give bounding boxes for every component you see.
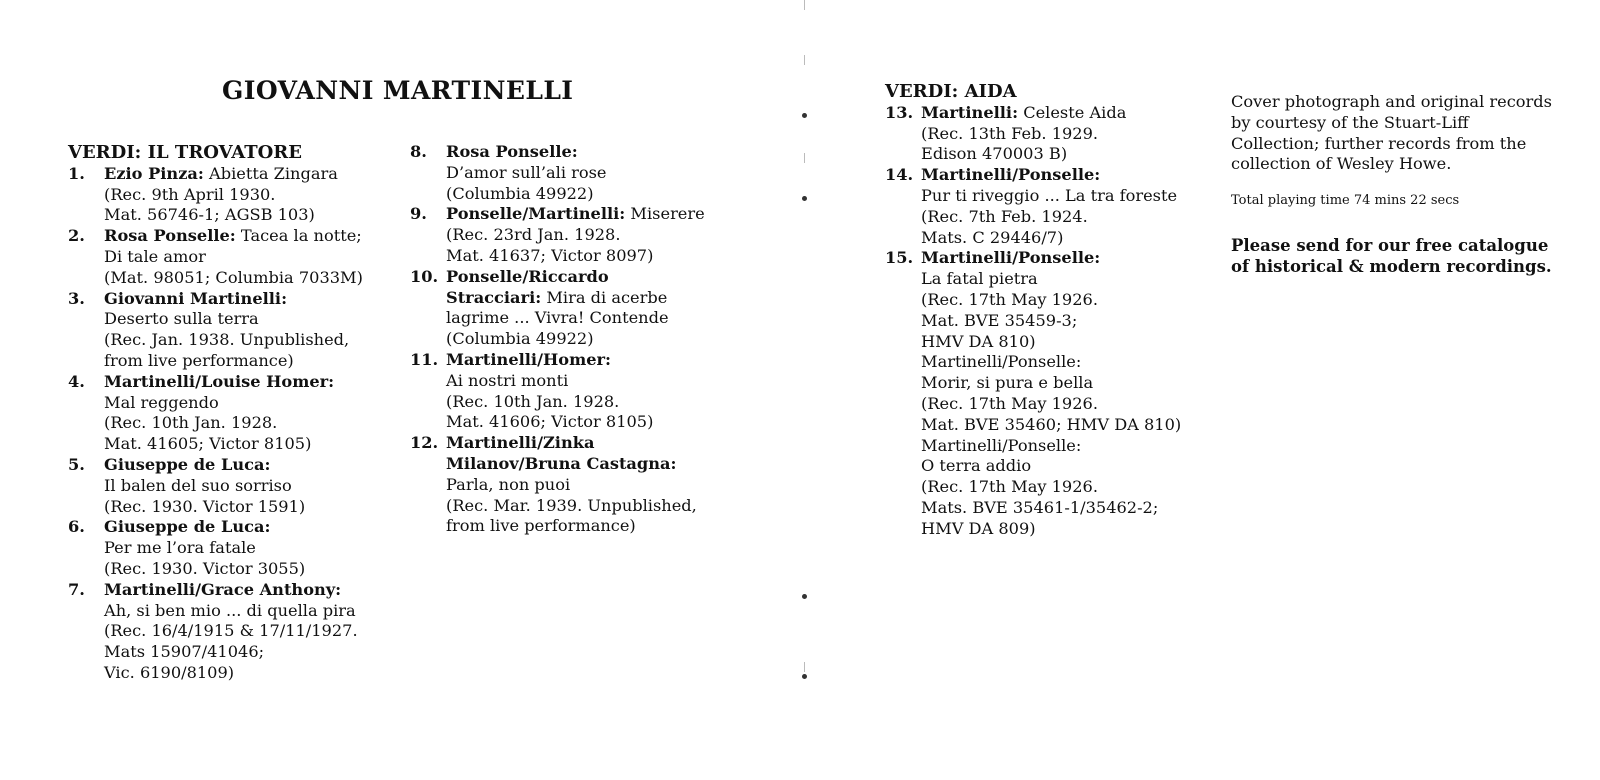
track-detail-line: Mats 15907/41046; — [104, 642, 265, 662]
track-performer: Martinelli/Zinka — [446, 433, 595, 453]
track-detail-line: (Rec. 17th May 1926. — [921, 289, 1098, 309]
track-performer: Giovanni Martinelli: — [104, 288, 288, 308]
fold-tick — [804, 153, 805, 163]
fold-mark — [802, 113, 807, 118]
track-performer-line — [104, 226, 388, 247]
track-number: 1. — [68, 163, 85, 183]
track-detail-line: (Rec. Mar. 1939. Unpublished, — [446, 495, 697, 515]
track-number: 12. — [410, 433, 439, 453]
track-performer: Giuseppe de Luca: — [104, 454, 271, 474]
track-detail-line: Mat. 56746-1; AGSB 103) — [104, 205, 315, 225]
track-performer: Martinelli/Homer: — [446, 349, 612, 369]
track-detail-line: Mal reggendo — [104, 392, 219, 412]
track-entry — [885, 248, 1215, 539]
track-detail-line: Mat. BVE 35459-3; — [921, 310, 1078, 330]
track-detail-line: Morir, si pura e bella — [921, 373, 1094, 393]
track-entry — [885, 165, 1215, 248]
track-entry — [410, 267, 740, 350]
track-aria: Celeste Aida — [1018, 102, 1127, 122]
track-performer-line — [446, 350, 740, 371]
track-detail-line: La fatal pietra — [921, 269, 1038, 289]
track-detail-line: Mats. C 29446/7) — [921, 227, 1064, 247]
track-aria: Mira di acerbe — [541, 287, 668, 307]
track-entry — [68, 580, 388, 684]
track-detail-line: (Rec. 1930. Victor 1591) — [104, 496, 306, 516]
track-detail-line: (Rec. 16/4/1915 & 17/11/1927. — [104, 621, 358, 641]
track-entry — [68, 289, 388, 372]
track-detail-line: (Mat. 98051; Columbia 7033M) — [104, 267, 363, 287]
aida-column — [885, 82, 1215, 540]
track-performer-line — [104, 455, 388, 476]
track-number: 15. — [885, 248, 914, 268]
track-detail-line: (Rec. 9th April 1930. — [104, 184, 276, 204]
track-detail-line: Edison 470003 B) — [921, 144, 1068, 164]
track-detail-line: Mats. BVE 35461-1/35462-2; — [921, 497, 1159, 517]
track-performer-line — [104, 580, 388, 601]
track-detail-line: (Rec. 1930. Victor 3055) — [104, 558, 306, 578]
track-performer-line — [104, 372, 388, 393]
track-performer: Martinelli/Grace Anthony: — [104, 579, 342, 599]
track-performer-line — [446, 267, 740, 288]
catalogue-appeal: Please send for our free catalogue of historical & modern recordings. — [1231, 235, 1552, 276]
track-detail-line: D’amor sull’ali rose — [446, 162, 607, 182]
track-detail-line: Martinelli/Ponselle: — [921, 352, 1082, 372]
track-number: 14. — [885, 165, 914, 185]
track-performer: Ponselle/Riccardo — [446, 266, 609, 286]
track-number: 5. — [68, 454, 85, 474]
track-detail-line: (Rec. 17th May 1926. — [921, 393, 1098, 413]
track-performer-line — [104, 289, 388, 310]
track-detail-line: from live performance) — [446, 516, 636, 536]
track-entry — [885, 103, 1215, 165]
track-number: 2. — [68, 226, 85, 246]
track-detail-line: Parla, non puoi — [446, 474, 571, 494]
track-detail-line: (Rec. 10th Jan. 1928. — [104, 413, 278, 433]
track-detail-line: O terra addio — [921, 456, 1032, 476]
section-heading-trovatore: VERDI: IL TROVATORE — [68, 142, 302, 163]
fold-tick — [804, 0, 805, 10]
trovatore-column-1 — [68, 143, 388, 684]
trovatore-column-2 — [410, 142, 740, 537]
track-performer: Milanov/Bruna Castagna: — [446, 453, 677, 473]
track-number: 3. — [68, 288, 85, 308]
credits-text: Cover photograph and original records by courtesy of the Stuart-Liff Collection; further records from the collection of Wesley Howe. — [1231, 92, 1552, 174]
track-performer: Giuseppe de Luca: — [104, 517, 271, 537]
track-entry — [68, 226, 388, 288]
track-performer-line — [446, 288, 740, 309]
track-detail-line: Ah, si ben mio ... di quella pira — [104, 600, 356, 620]
track-performer-line — [921, 103, 1215, 124]
track-detail-line: Il balen del suo sorriso — [104, 475, 292, 495]
track-entry — [410, 204, 740, 266]
track-detail-line: lagrime ... Vivra! Contende — [446, 308, 669, 328]
track-detail-line: (Rec. 10th Jan. 1928. — [446, 391, 620, 411]
track-detail-line: (Rec. 23rd Jan. 1928. — [446, 225, 621, 245]
track-detail-line: Mat. 41606; Victor 8105) — [446, 412, 654, 432]
track-performer: Ezio Pinza: — [104, 163, 204, 183]
section-heading-aida: VERDI: AIDA — [885, 81, 1017, 102]
track-detail-line: (Rec. 13th Feb. 1929. — [921, 123, 1099, 143]
fold-mark — [802, 594, 807, 599]
track-performer-line — [446, 433, 740, 454]
track-detail-line: from live performance) — [104, 350, 294, 370]
fold-tick — [804, 55, 805, 65]
track-performer: Rosa Ponselle: — [104, 226, 236, 246]
track-performer: Martinelli/Louise Homer: — [104, 371, 335, 391]
fold-line — [804, 0, 805, 780]
track-performer: Ponselle/Martinelli: — [446, 204, 626, 224]
track-detail-line: (Columbia 49922) — [446, 183, 594, 203]
track-detail-line: Mat. BVE 35460; HMV DA 810) — [921, 414, 1182, 434]
track-number: 8. — [410, 142, 427, 161]
track-detail-line: Mat. 41605; Victor 8105) — [104, 434, 312, 454]
track-number: 11. — [410, 349, 439, 369]
track-detail-line: Mat. 41637; Victor 8097) — [446, 245, 654, 265]
track-aria: Tacea la notte; — [235, 226, 362, 246]
track-number: 7. — [68, 579, 85, 599]
track-entry — [68, 164, 388, 226]
fold-tick — [804, 662, 805, 672]
track-number: 6. — [68, 517, 85, 537]
track-entry — [68, 455, 388, 517]
track-performer-line — [104, 164, 388, 185]
track-performer-line — [921, 165, 1215, 186]
track-number: 4. — [68, 371, 85, 391]
track-entry — [68, 517, 388, 579]
track-detail-line: (Rec. 17th May 1926. — [921, 477, 1098, 497]
track-entry — [410, 142, 740, 204]
track-performer: Martinelli/Ponselle: — [921, 248, 1101, 268]
track-performer-line — [921, 248, 1215, 269]
track-detail-line: Martinelli/Ponselle: — [921, 435, 1082, 455]
track-aria: Miserere — [625, 204, 705, 224]
track-performer: Stracciari: — [446, 287, 542, 307]
track-detail-line: Per me l’ora fatale — [104, 538, 256, 558]
track-performer: Rosa Ponselle: — [446, 142, 578, 161]
track-detail-line: Ai nostri monti — [446, 370, 569, 390]
track-performer-line — [104, 517, 388, 538]
track-performer-line — [446, 204, 740, 225]
track-aria: Abietta Zingara — [203, 163, 338, 183]
track-detail-line: HMV DA 809) — [921, 518, 1036, 538]
track-number: 9. — [410, 204, 427, 224]
track-performer-line — [446, 454, 740, 475]
track-number: 10. — [410, 266, 439, 286]
track-number: 13. — [885, 102, 914, 122]
track-detail-line: Deserto sulla terra — [104, 309, 259, 329]
track-detail-line: Di tale amor — [104, 246, 206, 266]
track-detail-line: Vic. 6190/8109) — [104, 662, 235, 682]
track-detail-line: (Columbia 49922) — [446, 329, 594, 349]
track-detail-line: (Rec. 7th Feb. 1924. — [921, 206, 1088, 226]
track-detail-line: (Rec. Jan. 1938. Unpublished, — [104, 330, 350, 350]
track-performer: Martinelli: — [921, 102, 1019, 122]
page-title: GIOVANNI MARTINELLI — [222, 76, 574, 105]
track-entry — [410, 350, 740, 433]
track-performer: Martinelli/Ponselle: — [921, 165, 1101, 185]
credits-block — [1231, 92, 1561, 278]
fold-mark — [802, 674, 807, 679]
track-entry — [68, 372, 388, 455]
track-entry — [410, 433, 740, 537]
fold-mark — [802, 196, 807, 201]
playing-time: Total playing time 74 mins 22 secs — [1231, 193, 1460, 209]
track-performer-line — [446, 142, 740, 163]
track-detail-line: Pur ti riveggio ... La tra foreste — [921, 185, 1178, 205]
track-detail-line: HMV DA 810) — [921, 331, 1036, 351]
